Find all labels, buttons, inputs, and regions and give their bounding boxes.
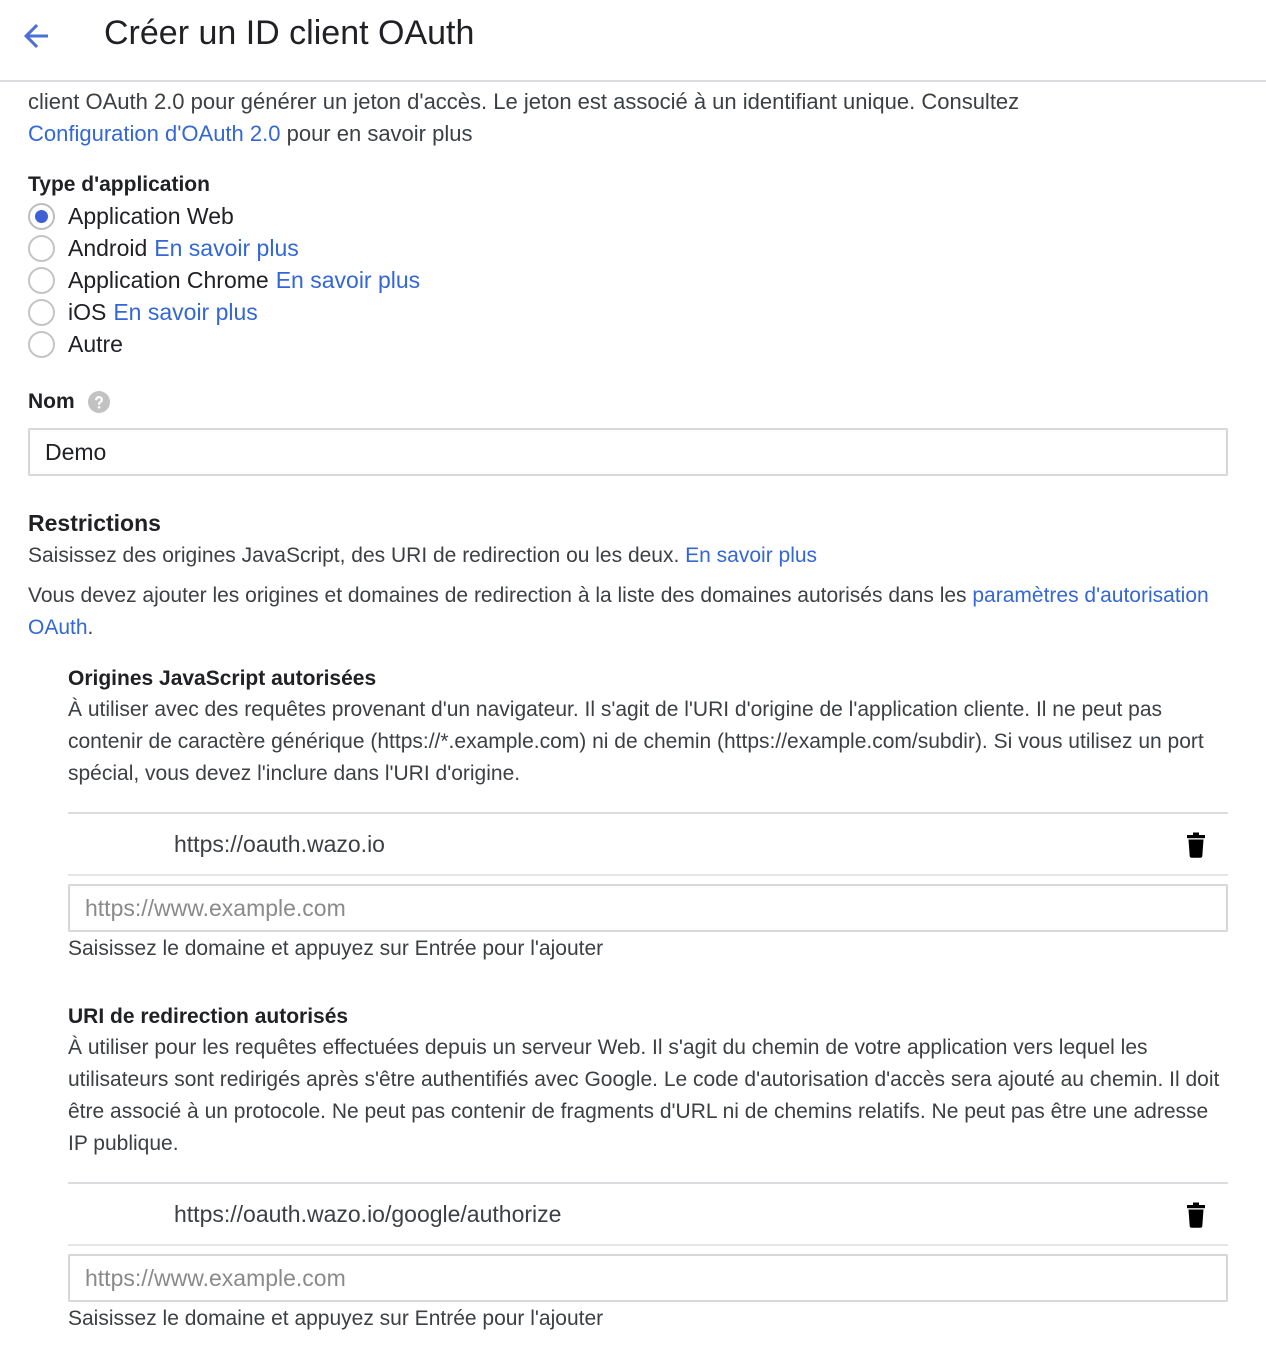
js-origin-uri: https://oauth.wazo.io: [174, 830, 385, 857]
redirect-uris-title: URI de redirection autorisés: [68, 1005, 349, 1028]
back-button[interactable]: [16, 16, 56, 56]
js-origin-hint: Saisissez le domaine et appuyez sur Entrée pour l'ajouter: [68, 937, 604, 960]
arrow-back-icon: [18, 18, 54, 54]
intro-text: client OAuth 2.0 pour générer un jeton d'accès. Le jeton est associé à un identifiant unique. Consultez Configuration d'OAuth 2.0 pour en savoir plus: [28, 89, 1020, 146]
name-input[interactable]: [28, 428, 1228, 476]
js-origins-section: [68, 664, 1228, 964]
radio-option-web[interactable]: Application Web: [28, 200, 1228, 232]
radio-button-android[interactable]: [28, 235, 55, 262]
radio-option-ios[interactable]: iOS En savoir plus: [28, 296, 1228, 328]
restrictions-domains-note: Vous devez ajouter les origines et domaines de redirection à la liste des domaines autorisés dans les paramètres d'autorisation OAuth.: [28, 584, 1209, 639]
radio-button-other[interactable]: [28, 331, 55, 358]
chrome-learn-more-link[interactable]: En savoir plus: [275, 266, 421, 293]
radio-button-web[interactable]: [28, 203, 55, 230]
app-type-label: Type d'application: [28, 173, 210, 196]
oauth-settings-link[interactable]: paramètres d'autorisation OAuth: [28, 584, 1209, 639]
restrictions-title: Restrictions: [28, 510, 161, 536]
page-title: Créer un ID client OAuth: [104, 14, 475, 52]
redirect-uris-section: [68, 1002, 1228, 1334]
android-learn-more-link[interactable]: En savoir plus: [154, 234, 299, 261]
radio-option-android[interactable]: Android En savoir plus: [28, 232, 1228, 264]
js-origin-input[interactable]: [68, 884, 1228, 932]
redirect-uri-entry: [68, 1182, 1228, 1246]
oauth-config-link[interactable]: Configuration d'OAuth 2.0: [28, 121, 281, 146]
help-icon[interactable]: [87, 390, 111, 414]
redirect-uri-input[interactable]: [68, 1254, 1228, 1302]
radio-option-chrome[interactable]: Application Chrome En savoir plus: [28, 264, 1228, 296]
trash-icon[interactable]: [1184, 1202, 1208, 1228]
redirect-uri-hint: Saisissez le domaine et appuyez sur Entrée pour l'ajouter: [68, 1307, 604, 1330]
main-content: [28, 84, 1228, 1334]
radio-option-other[interactable]: Autre: [28, 328, 1228, 360]
radio-button-ios[interactable]: [28, 299, 55, 326]
name-label-row: [28, 386, 1228, 418]
ios-learn-more-link[interactable]: En savoir plus: [113, 298, 258, 325]
restrictions-desc: Saisissez des origines JavaScript, des URI de redirection ou les deux. En savoir plus: [28, 544, 818, 567]
trash-icon[interactable]: [1184, 832, 1208, 858]
js-origins-desc: À utiliser avec des requêtes provenant d'un navigateur. Il s'agit de l'URI d'origine de l'application cliente. Il ne peut pas contenir de caractère générique (https://*.example.com) ni de chemin (https://example.com/subdir). Si vous utilisez un port spécial, vous devez l'inclure dans l'URI d'origine.: [68, 698, 1204, 785]
js-origins-title: Origines JavaScript autorisées: [68, 667, 377, 690]
radio-button-chrome[interactable]: [28, 267, 55, 294]
page-header: [0, 0, 1266, 82]
name-label: Nom: [28, 390, 75, 413]
redirect-uri: https://oauth.wazo.io/google/authorize: [174, 1200, 562, 1227]
redirect-uris-desc: À utiliser pour les requêtes effectuées depuis un serveur Web. Il s'agit du chemin de votre application vers lequel les utilisateurs sont redirigés après s'être authentifiés avec Google. Le code d'autorisation d'accès sera ajouté au chemin. Il doit être associé à un protocole. Ne peut pas contenir de fragments d'URL ni de chemins relatifs. Ne peut pas être une adresse IP publique.: [68, 1036, 1220, 1155]
js-origin-entry: [68, 812, 1228, 876]
restrictions-learn-more-link[interactable]: En savoir plus: [685, 544, 818, 567]
app-type-radio-group: [28, 200, 1228, 360]
